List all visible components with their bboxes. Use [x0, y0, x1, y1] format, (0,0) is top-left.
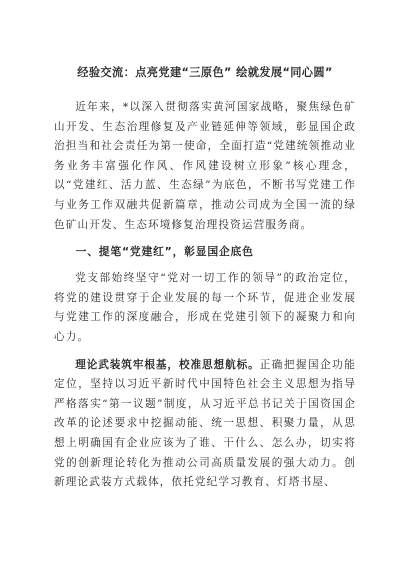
intro-paragraph: 近年来，*以深入贯彻落实黄河国家战略，聚焦绿色矿山开发、生态治理修复及产业链延伸等领域，彰显国企政治担当和社会责任为第一使命，全面打造“党建统领推动业务业务丰富强化作风、作风建设树立形象”核心理念，以“党建红、活力蓝、生态绿”为底色，不断书写党建工作与业务工作双融共促新篇章，推动公司成为全国一流的绿色矿山开发、生态环境修复治理投资运营服务商。: [54, 101, 356, 231]
section-heading: 一、提笔“党建红”，彰显国企底色: [75, 245, 254, 259]
subsection-paragraph: [54, 356, 356, 493]
subsection-body: 正确把握国企功能定位，坚持以习近平新时代中国特色社会主义思想为指导严格落实“第一议题”制度，从习近平总书记关于国资国企改革的论述要求中挖掘动能、统一思想、积聚力量，从思想上明确国有企业应该为了谁、干什么、怎么办，切实将党的创新理论转化为推动公司高质量发展的强大动力。创新理论武装方式载体，依托党纪学习教育、灯塔书屋、: [54, 358, 356, 489]
document-title: 经验交流：点亮党建“三原色” 绘就发展“同心圆”: [77, 66, 333, 79]
section-paragraph: 党支部始终坚守“党对一切工作的领导”的政治定位，将党的建设贯穿于企业发展的每一个环节，促进企业发展与党建工作的深度融合，形成在党建引领下的凝聚力和向心力。: [54, 272, 356, 343]
subsection-lead: 理论武装筑牢根基，校准思想航标。: [75, 358, 260, 371]
